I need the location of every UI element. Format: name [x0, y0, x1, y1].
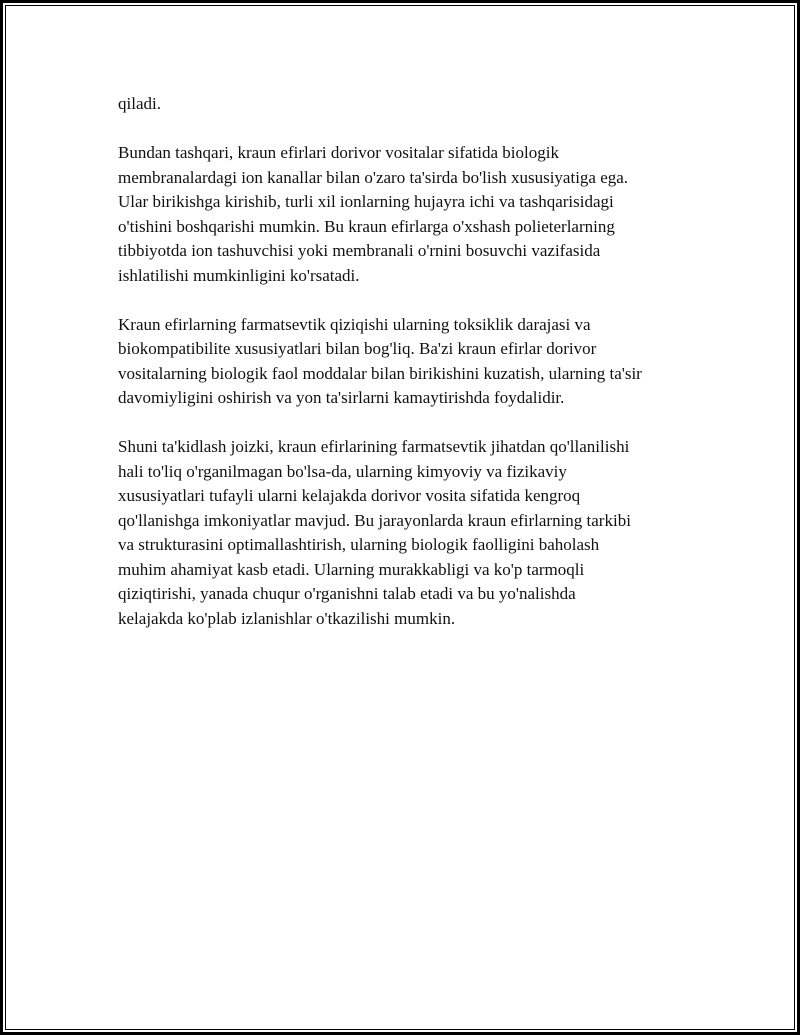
paragraph-ion-channels: Bundan tashqari, kraun efirlari dorivor vositalar sifatida biologik membranalardagi ion kanallar bilan o'zaro ta'sirda bo'lish xususiyatiga ega. Ular birikishga kirishib, turli xil ionlarning hujayra ichi va tashqarisidagi o'tishini boshqarishi mumkin. Bu kraun efirlarga o'xshash polieterlarning tibbiyotda ion tashuvchisi yoki membranali o'rnini bosuvchi vazifasida ishlatilishi mumkinligini ko'rsatadi.	[118, 143, 629, 285]
paragraph-conclusion: Shuni ta'kidlash joizki, kraun efirlarining farmatsevtik jihatdan qo'llanilishi hali to'liq o'rganilmagan bo'lsa-da, ularning kimyoviy va fizikaviy xususiyatlari tufayli ularni kelajakda dorivor vosita sifatida kengroq qo'llanishga imkoniyatlar mavjud. Bu jarayonlarda kraun efirlarning tarkibi va strukturasini optimallashtirish, ularning biologik faolligini baholash muhim ahamiyat kasb etadi. Ularning murakkabligi va ko'p tarmoqli qiziqtirishi, yanada chuqur o'rganishni talab etadi va bu yo'nalishda kelajakda ko'plab izlanishlar o'tkazilishi mumkin.	[118, 437, 631, 628]
paragraph-pharmaceutical-interest: Kraun efirlarning farmatsevtik qiziqishi ularning toksiklik darajasi va biokompatibilite xususiyatlari bilan bog'liq. Ba'zi kraun efirlar dorivor vositalarning biologik faol moddalar bilan birikishini kuzatish, ularning ta'sir davomiyligini oshirish va yon ta'sirlarni kamaytirishda foydalidir.	[118, 314, 642, 407]
paragraph-continuation: qiladi.	[118, 94, 161, 113]
document-body	[118, 92, 708, 631]
